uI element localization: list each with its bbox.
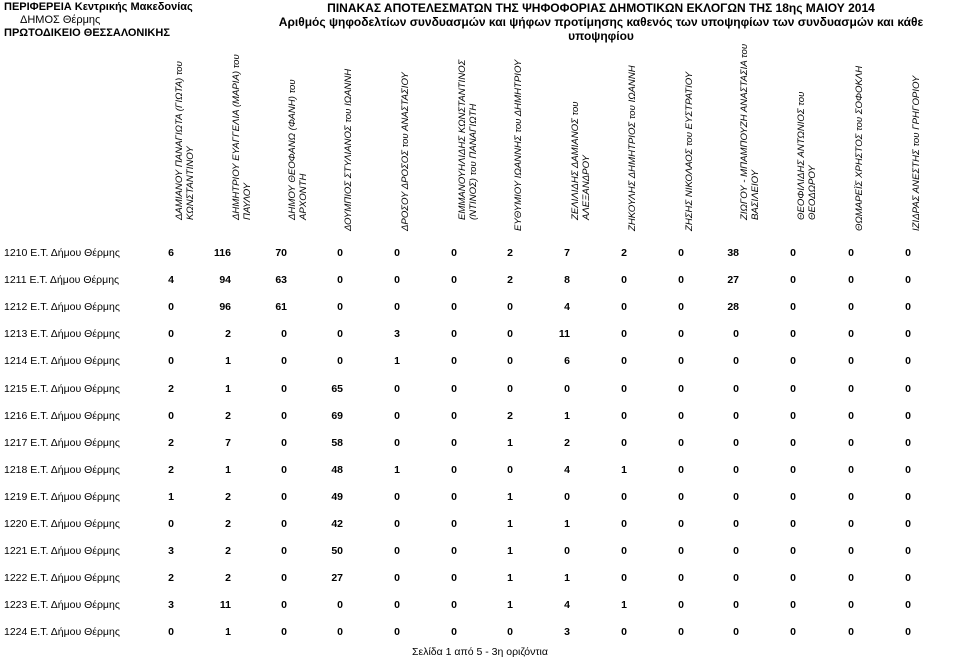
vote-count-cell: 2 xyxy=(564,436,570,449)
candidate-column-header xyxy=(497,59,551,242)
table-row xyxy=(0,301,960,321)
vote-count-cell: 48 xyxy=(331,463,343,476)
polling-station-label: 1213 Ε.Τ. Δήμου Θέρμης xyxy=(4,328,120,341)
vote-count-cell: 0 xyxy=(905,626,911,639)
candidate-column-header xyxy=(327,62,381,242)
vote-count-cell: 1 xyxy=(507,572,513,585)
vote-count-cell: 0 xyxy=(507,626,513,639)
vote-count-cell: 1 xyxy=(507,490,513,503)
vote-count-cell: 0 xyxy=(790,382,796,395)
vote-count-cell: 2 xyxy=(168,463,174,476)
vote-count-cell: 11 xyxy=(219,599,231,612)
vote-count-cell: 0 xyxy=(733,436,739,449)
vote-count-cell: 0 xyxy=(790,626,796,639)
vote-count-cell: 0 xyxy=(905,463,911,476)
vote-count-cell: 0 xyxy=(564,382,570,395)
vote-count-cell: 0 xyxy=(451,274,457,287)
candidate-name: ΙΖΙΔΡΑΣ ΑΝΕΣΤΗΣ του ΓΡΗΓΟΡΙΟΥ xyxy=(911,75,922,231)
vote-count-cell: 0 xyxy=(281,572,287,585)
vote-count-cell: 0 xyxy=(337,247,343,259)
polling-station-label: 1215 Ε.Τ. Δήμου Θέρμης xyxy=(4,382,120,395)
vote-count-cell: 0 xyxy=(281,436,287,449)
vote-count-cell: 0 xyxy=(394,599,400,612)
candidate-column-header xyxy=(780,62,834,242)
polling-station-label: 1210 Ε.Τ. Δήμου Θέρμης xyxy=(4,247,120,259)
vote-count-cell: 0 xyxy=(790,572,796,585)
vote-count-cell: 0 xyxy=(733,355,739,368)
vote-count-cell: 0 xyxy=(678,328,684,341)
vote-count-cell: 2 xyxy=(168,572,174,585)
vote-count-cell: 0 xyxy=(168,409,174,422)
vote-count-cell: 27 xyxy=(727,274,739,287)
vote-count-cell: 0 xyxy=(733,518,739,530)
vote-count-cell: 0 xyxy=(678,545,684,558)
table-row xyxy=(0,464,960,484)
table-row xyxy=(0,545,960,565)
candidate-name: ΖΗΚΟΥΛΗΣ ΔΗΜΗΤΡΙΟΣ του ΙΩΑΝΝΗ xyxy=(627,65,638,231)
vote-count-cell: 0 xyxy=(394,409,400,422)
vote-count-cell: 0 xyxy=(905,247,911,259)
vote-count-cell: 11 xyxy=(558,328,570,341)
vote-count-cell: 0 xyxy=(451,436,457,449)
vote-count-cell: 0 xyxy=(848,328,854,341)
vote-count-cell: 0 xyxy=(905,572,911,585)
candidate-name: ΔΡΟΣΟΥ ΔΡΟΣΟΣ του ΑΝΑΣΤΑΣΙΟΥ xyxy=(400,72,411,231)
vote-count-cell: 8 xyxy=(564,274,570,287)
polling-station-label: 1224 Ε.Τ. Δήμου Θέρμης xyxy=(4,626,120,639)
vote-count-cell: 0 xyxy=(733,409,739,422)
vote-count-cell: 0 xyxy=(790,274,796,287)
vote-count-cell: 0 xyxy=(451,247,457,259)
vote-count-cell: 4 xyxy=(564,301,570,314)
vote-count-cell: 0 xyxy=(905,409,911,422)
vote-count-cell: 0 xyxy=(621,328,627,341)
vote-count-cell: 0 xyxy=(678,274,684,287)
vote-count-cell: 0 xyxy=(337,301,343,314)
vote-count-cell: 50 xyxy=(331,545,343,558)
vote-count-cell: 0 xyxy=(451,490,457,503)
polling-station-label: 1218 Ε.Τ. Δήμου Θέρμης xyxy=(4,463,120,476)
vote-count-cell: 2 xyxy=(507,409,513,422)
vote-count-cell: 0 xyxy=(678,409,684,422)
vote-count-cell: 0 xyxy=(848,518,854,530)
vote-count-cell: 0 xyxy=(790,599,796,612)
vote-count-cell: 0 xyxy=(790,301,796,314)
vote-count-cell: 3 xyxy=(168,545,174,558)
candidate-name: ΕΥΘΥΜΙΟΥ ΙΩΑΝΝΗΣ του ΔΗΜΗΤΡΙΟΥ xyxy=(513,59,524,231)
polling-station-label: 1211 Ε.Τ. Δήμου Θέρμης xyxy=(4,274,120,287)
vote-count-cell: 0 xyxy=(905,518,911,530)
vote-count-cell: 0 xyxy=(678,518,684,530)
vote-count-cell: 0 xyxy=(451,409,457,422)
vote-count-cell: 0 xyxy=(394,572,400,585)
vote-count-cell: 0 xyxy=(621,409,627,422)
vote-count-cell: 0 xyxy=(281,545,287,558)
table-row xyxy=(0,626,960,646)
vote-count-cell: 0 xyxy=(678,436,684,449)
vote-count-cell: 1 xyxy=(225,382,231,395)
vote-count-cell: 7 xyxy=(225,436,231,449)
vote-count-cell: 0 xyxy=(337,599,343,612)
vote-count-cell: 0 xyxy=(733,572,739,585)
vote-count-cell: 1 xyxy=(168,490,174,503)
vote-count-cell: 4 xyxy=(564,463,570,476)
vote-count-cell: 0 xyxy=(848,599,854,612)
table-row xyxy=(0,410,960,430)
candidate-name: ΖΙΩΓΟΥ - ΜΠΑΜΠΟΥΖΗ ΑΝΑΣΤΑΣΙΑ του ΒΑΣΙΛΕΙΟΥ xyxy=(739,43,761,220)
vote-count-cell: 2 xyxy=(621,247,627,259)
table-row xyxy=(0,599,960,619)
vote-count-cell: 0 xyxy=(621,518,627,530)
vote-count-cell: 0 xyxy=(507,328,513,341)
candidate-column-header xyxy=(895,62,949,242)
page-title: ΠΙΝΑΚΑΣ ΑΠΟΤΕΛΕΣΜΑΤΩΝ ΤΗΣ ΨΗΦΟΦΟΡΙΑΣ ΔΗΜΟΤΙΚΩΝ ΕΚΛΟΓΩΝ ΤΗΣ 18ης ΜΑΙΟΥ 2014 xyxy=(327,1,875,15)
vote-count-cell: 0 xyxy=(281,463,287,476)
vote-count-cell: 1 xyxy=(507,599,513,612)
candidate-name: ΔΟΥΜΠΙΟΣ ΣΤΥΛΙΑΝΟΣ του ΙΩΑΝΝΗ xyxy=(343,68,354,231)
vote-count-cell: 0 xyxy=(733,490,739,503)
vote-count-cell: 0 xyxy=(848,274,854,287)
vote-count-cell: 0 xyxy=(451,626,457,639)
vote-count-cell: 0 xyxy=(507,382,513,395)
vote-count-cell: 0 xyxy=(905,328,911,341)
vote-count-cell: 0 xyxy=(848,409,854,422)
vote-count-cell: 4 xyxy=(564,599,570,612)
vote-count-cell: 0 xyxy=(281,382,287,395)
vote-count-cell: 0 xyxy=(621,274,627,287)
vote-count-cell: 0 xyxy=(168,626,174,639)
candidate-column-header xyxy=(668,62,722,242)
vote-count-cell: 0 xyxy=(337,328,343,341)
polling-station-label: 1221 Ε.Τ. Δήμου Θέρμης xyxy=(4,545,120,558)
municipality-label: ΔΗΜΟΣ Θέρμης xyxy=(20,14,101,26)
polling-station-label: 1222 Ε.Τ. Δήμου Θέρμης xyxy=(4,572,120,585)
vote-count-cell: 38 xyxy=(727,247,739,259)
vote-count-cell: 0 xyxy=(168,518,174,530)
vote-count-cell: 42 xyxy=(331,518,343,530)
table-row xyxy=(0,274,960,294)
vote-count-cell: 0 xyxy=(790,463,796,476)
vote-count-cell: 0 xyxy=(281,490,287,503)
vote-count-cell: 49 xyxy=(331,490,343,503)
vote-count-cell: 1 xyxy=(225,626,231,639)
candidate-name: ΕΜΜΑΝΟΥΗΛΙΔΗΣ ΚΩΝΣΤΑΝΤΙΝΟΣ (ΝΤΙΝΟΣ) του ΠΑΝΑΓΙΩΤΗ xyxy=(457,59,479,220)
vote-count-cell: 0 xyxy=(451,463,457,476)
vote-count-cell: 1 xyxy=(507,436,513,449)
vote-count-cell: 0 xyxy=(451,328,457,341)
region-label: ΠΕΡΙΦΕΡΕΙΑ Κεντρικής Μακεδονίας xyxy=(4,1,193,13)
vote-count-cell: 0 xyxy=(394,247,400,259)
vote-count-cell: 0 xyxy=(848,247,854,259)
vote-count-cell: 0 xyxy=(678,490,684,503)
candidate-name: ΔΗΜΟΥ ΘΕΟΦΑΝΩ (ΦΑΝΗ) του ΑΡΧΟΝΤΗ xyxy=(287,79,309,220)
vote-count-cell: 0 xyxy=(168,328,174,341)
candidate-column-header xyxy=(384,62,438,242)
vote-count-cell: 0 xyxy=(733,463,739,476)
vote-count-cell: 0 xyxy=(790,518,796,530)
vote-count-cell: 0 xyxy=(507,301,513,314)
vote-count-cell: 0 xyxy=(451,382,457,395)
vote-count-cell: 0 xyxy=(790,328,796,341)
vote-count-cell: 0 xyxy=(848,436,854,449)
vote-count-cell: 2 xyxy=(225,490,231,503)
candidate-column-header xyxy=(611,62,665,242)
vote-count-cell: 0 xyxy=(451,545,457,558)
vote-count-cell: 0 xyxy=(281,328,287,341)
vote-count-cell: 0 xyxy=(168,301,174,314)
vote-count-cell: 0 xyxy=(621,301,627,314)
vote-count-cell: 0 xyxy=(621,436,627,449)
page-footer: Σελίδα 1 από 5 - 3η οριζόντια xyxy=(412,646,548,658)
candidate-column-header xyxy=(158,62,212,242)
candidate-column-header xyxy=(271,62,325,242)
vote-count-cell: 58 xyxy=(331,436,343,449)
vote-count-cell: 1 xyxy=(225,463,231,476)
vote-count-cell: 0 xyxy=(848,626,854,639)
vote-count-cell: 0 xyxy=(733,328,739,341)
document-header-left xyxy=(4,1,193,40)
vote-count-cell: 0 xyxy=(790,355,796,368)
document-header-title xyxy=(256,1,946,43)
vote-count-cell: 2 xyxy=(225,572,231,585)
polling-station-label: 1220 Ε.Τ. Δήμου Θέρμης xyxy=(4,518,120,530)
vote-count-cell: 0 xyxy=(451,301,457,314)
vote-count-cell: 1 xyxy=(394,463,400,476)
vote-count-cell: 0 xyxy=(394,382,400,395)
vote-count-cell: 0 xyxy=(678,572,684,585)
vote-count-cell: 4 xyxy=(168,274,174,287)
vote-count-cell: 7 xyxy=(564,247,570,259)
candidate-column-header xyxy=(723,43,777,242)
vote-count-cell: 0 xyxy=(281,518,287,530)
vote-count-cell: 1 xyxy=(225,355,231,368)
table-row xyxy=(0,328,960,348)
polling-station-label: 1212 Ε.Τ. Δήμου Θέρμης xyxy=(4,301,120,314)
vote-count-cell: 2 xyxy=(168,382,174,395)
candidate-name: ΔΑΜΙΑΝΟΥ ΠΑΝΑΓΙΩΤΑ (ΓΙΩΤΑ) του ΚΩΝΣΤΑΝΤΙΝΟΥ xyxy=(174,61,196,220)
vote-count-cell: 96 xyxy=(219,301,231,314)
vote-count-cell: 0 xyxy=(621,626,627,639)
vote-count-cell: 0 xyxy=(337,355,343,368)
vote-count-cell: 0 xyxy=(678,382,684,395)
vote-count-cell: 0 xyxy=(790,409,796,422)
vote-count-cell: 0 xyxy=(394,626,400,639)
vote-count-cell: 0 xyxy=(790,490,796,503)
vote-count-cell: 6 xyxy=(168,247,174,259)
vote-count-cell: 3 xyxy=(394,328,400,341)
candidate-column-header xyxy=(215,54,269,242)
vote-count-cell: 0 xyxy=(337,274,343,287)
vote-count-cell: 0 xyxy=(281,355,287,368)
vote-count-cell: 0 xyxy=(790,545,796,558)
polling-station-label: 1217 Ε.Τ. Δήμου Θέρμης xyxy=(4,436,120,449)
vote-count-cell: 6 xyxy=(564,355,570,368)
candidate-name: ΘΕΟΦΙΛΙΔΗΣ ΑΝΤΩΝΙΟΣ του ΘΕΟΔΩΡΟΥ xyxy=(796,91,818,220)
vote-count-cell: 0 xyxy=(621,382,627,395)
table-row xyxy=(0,437,960,457)
vote-count-cell: 2 xyxy=(225,409,231,422)
vote-count-cell: 116 xyxy=(214,247,231,259)
page-subtitle: Αριθμός ψηφοδελτίων συνδυασμών και ψήφων προτίμησης καθενός των υποψηφίων των συνδυασμών και κάθε υποψηφίου xyxy=(278,15,924,43)
polling-station-label: 1214 Ε.Τ. Δήμου Θέρμης xyxy=(4,355,120,368)
vote-count-cell: 0 xyxy=(394,436,400,449)
vote-count-cell: 0 xyxy=(848,490,854,503)
candidate-name: ΔΗΜΗΤΡΙΟΥ ΕΥΑΓΓΕΛΙΑ (ΜΑΡΙΑ) του ΠΑΥΛΟΥ xyxy=(231,54,253,220)
vote-count-cell: 1 xyxy=(564,518,570,530)
vote-count-cell: 0 xyxy=(281,626,287,639)
vote-count-cell: 61 xyxy=(275,301,287,314)
table-row xyxy=(0,355,960,375)
vote-count-cell: 0 xyxy=(678,626,684,639)
vote-count-cell: 0 xyxy=(848,355,854,368)
vote-count-cell: 27 xyxy=(331,572,343,585)
vote-count-cell: 0 xyxy=(848,572,854,585)
vote-count-cell: 1 xyxy=(621,463,627,476)
candidate-name: ΘΩΜΑΡΕΪΣ ΧΡΗΣΤΟΣ του ΣΟΦΟΚΛΗ xyxy=(854,65,865,231)
polling-station-label: 1216 Ε.Τ. Δήμου Θέρμης xyxy=(4,409,120,422)
vote-count-cell: 0 xyxy=(905,490,911,503)
vote-count-cell: 28 xyxy=(727,301,739,314)
vote-count-cell: 2 xyxy=(507,274,513,287)
vote-count-cell: 2 xyxy=(225,328,231,341)
vote-count-cell: 2 xyxy=(168,436,174,449)
vote-count-cell: 0 xyxy=(905,274,911,287)
table-row xyxy=(0,383,960,403)
vote-count-cell: 0 xyxy=(733,545,739,558)
vote-count-cell: 0 xyxy=(507,463,513,476)
vote-count-cell: 2 xyxy=(225,518,231,530)
candidate-name: ΖΗΣΗΣ ΝΙΚΟΛΑΟΣ του ΕΥΣΤΡΑΤΙΟΥ xyxy=(684,71,695,231)
vote-count-cell: 1 xyxy=(621,599,627,612)
vote-count-cell: 0 xyxy=(621,355,627,368)
vote-count-cell: 0 xyxy=(337,626,343,639)
vote-count-cell: 0 xyxy=(564,545,570,558)
vote-count-cell: 0 xyxy=(790,436,796,449)
vote-count-cell: 1 xyxy=(394,355,400,368)
vote-count-cell: 94 xyxy=(219,274,231,287)
vote-count-cell: 1 xyxy=(507,518,513,530)
vote-count-cell: 0 xyxy=(394,545,400,558)
vote-count-cell: 0 xyxy=(733,599,739,612)
candidate-column-header xyxy=(554,62,608,242)
vote-count-cell: 0 xyxy=(678,247,684,259)
polling-station-label: 1223 Ε.Τ. Δήμου Θέρμης xyxy=(4,599,120,612)
vote-count-cell: 0 xyxy=(281,409,287,422)
court-label: ΠΡΩΤΟΔΙΚΕΙΟ ΘΕΣΣΑΛΟΝΙΚΗΣ xyxy=(4,27,170,39)
vote-count-cell: 0 xyxy=(394,301,400,314)
vote-count-cell: 65 xyxy=(331,382,343,395)
vote-count-cell: 0 xyxy=(507,355,513,368)
vote-count-cell: 3 xyxy=(564,626,570,639)
vote-count-cell: 0 xyxy=(848,545,854,558)
vote-count-cell: 0 xyxy=(905,599,911,612)
vote-count-cell: 0 xyxy=(905,382,911,395)
vote-count-cell: 2 xyxy=(507,247,513,259)
polling-station-label: 1219 Ε.Τ. Δήμου Θέρμης xyxy=(4,490,120,503)
vote-count-cell: 0 xyxy=(905,355,911,368)
vote-count-cell: 1 xyxy=(564,572,570,585)
vote-count-cell: 1 xyxy=(564,409,570,422)
vote-count-cell: 70 xyxy=(275,247,287,259)
vote-count-cell: 0 xyxy=(733,626,739,639)
vote-count-cell: 69 xyxy=(331,409,343,422)
vote-count-cell: 63 xyxy=(275,274,287,287)
vote-count-cell: 2 xyxy=(225,545,231,558)
vote-count-cell: 0 xyxy=(281,599,287,612)
vote-count-cell: 0 xyxy=(621,490,627,503)
vote-count-cell: 0 xyxy=(905,301,911,314)
vote-count-cell: 0 xyxy=(733,382,739,395)
vote-count-cell: 0 xyxy=(678,355,684,368)
vote-count-cell: 0 xyxy=(790,247,796,259)
vote-count-cell: 1 xyxy=(507,545,513,558)
candidate-column-header xyxy=(441,59,495,242)
vote-count-cell: 0 xyxy=(905,545,911,558)
vote-count-cell: 0 xyxy=(678,301,684,314)
vote-count-cell: 0 xyxy=(168,355,174,368)
vote-count-cell: 0 xyxy=(394,490,400,503)
vote-count-cell: 0 xyxy=(848,301,854,314)
vote-count-cell: 0 xyxy=(451,572,457,585)
vote-count-cell: 0 xyxy=(905,436,911,449)
vote-count-cell: 3 xyxy=(168,599,174,612)
vote-count-cell: 0 xyxy=(848,382,854,395)
vote-count-cell: 0 xyxy=(394,274,400,287)
vote-count-cell: 0 xyxy=(451,355,457,368)
vote-count-cell: 0 xyxy=(394,518,400,530)
vote-count-cell: 0 xyxy=(848,463,854,476)
vote-count-cell: 0 xyxy=(621,572,627,585)
vote-count-cell: 0 xyxy=(451,518,457,530)
vote-count-cell: 0 xyxy=(564,490,570,503)
table-row xyxy=(0,518,960,538)
vote-count-cell: 0 xyxy=(678,463,684,476)
vote-count-cell: 0 xyxy=(678,599,684,612)
table-row xyxy=(0,572,960,592)
vote-count-cell: 0 xyxy=(451,599,457,612)
table-row xyxy=(0,247,960,267)
candidate-name: ΖΕΛΙΛΙΔΗΣ ΔΑΜΙΑΝΟΣ του ΑΛΕΞΑΝΔΡΟΥ xyxy=(570,101,592,220)
vote-count-cell: 0 xyxy=(621,545,627,558)
candidate-column-header xyxy=(838,62,892,242)
table-row xyxy=(0,491,960,511)
